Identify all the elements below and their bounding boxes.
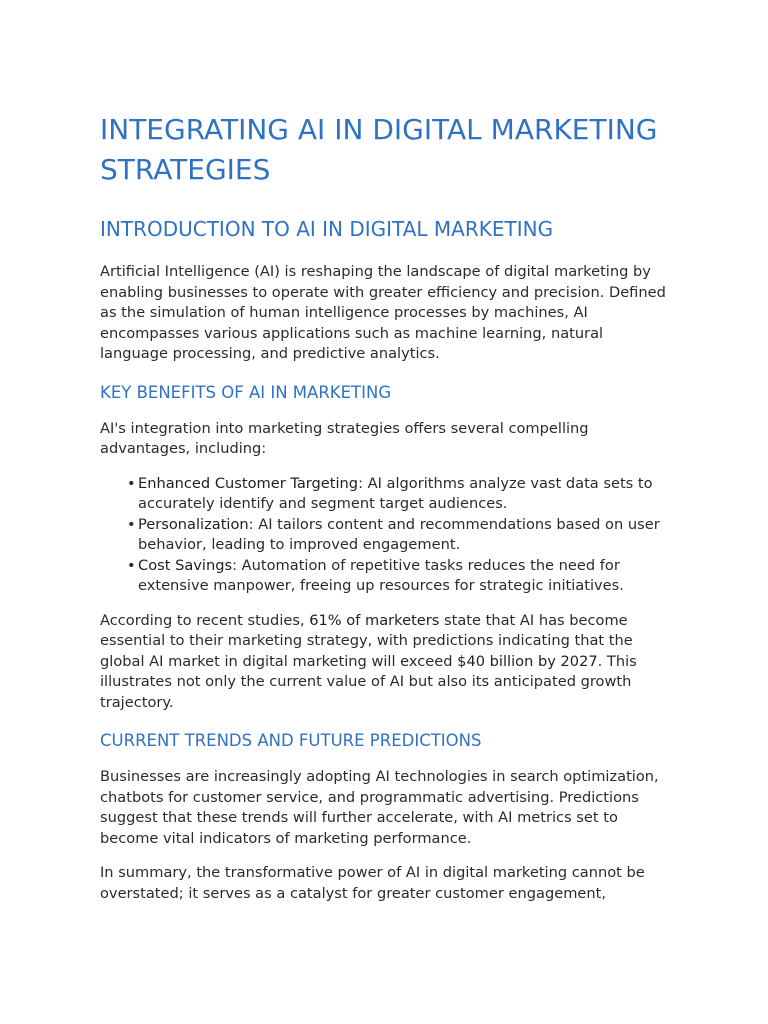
- benefit-term: Cost Savings: [138, 556, 233, 574]
- benefit-description: : Automation of repetitive tasks reduces the need for extensive manpower, freeing up resources for strategic initiatives.: [138, 556, 624, 594]
- benefits-intro-paragraph: AI's integration into marketing strategies offers several compelling advantages, including:: [100, 419, 589, 457]
- summary-paragraph: In summary, the transformative power of AI in digital marketing cannot be overstated; it serves as a catalyst for greater customer engagement,: [100, 864, 645, 902]
- benefit-term: Personalization: [138, 515, 249, 533]
- stats-text: According to recent studies,: [100, 611, 310, 629]
- section-heading-key-benefits: KEY BENEFITS OF AI IN MARKETING: [100, 382, 392, 402]
- benefit-description: : AI tailors content and recommendations based on user behavior, leading to improved engagement.: [138, 515, 660, 553]
- benefit-term: Enhanced Customer Targeting: [138, 474, 359, 492]
- benefits-list: [100, 474, 668, 597]
- stats-text: state that AI has become essential to their marketing strategy, with predictions indicating that the global AI market in digital marketing will exceed: [100, 611, 633, 670]
- stats-highlight-market-size: $40 billion by 2027: [457, 652, 598, 670]
- section-heading-introduction: INTRODUCTION TO AI IN DIGITAL MARKETING: [100, 217, 554, 241]
- list-item: [138, 556, 668, 597]
- section-heading-trends: CURRENT TRENDS AND FUTURE PREDICTIONS: [100, 731, 482, 750]
- trends-paragraph: Businesses are increasingly adopting AI technologies in search optimization, chatbots for customer service, and programmatic advertising. Predictions suggest that these trends will further accelerate, with AI metrics set to become vital indicators of marketing performance.: [100, 768, 659, 847]
- intro-paragraph: Artificial Intelligence (AI) is reshaping the landscape of digital marketing by enabling businesses to operate with greater efficiency and precision. Defined as the simulation of human intelligence processes by machines, AI encompasses various applications such as machine learning, natural language processing, and predictive analytics.: [100, 263, 666, 362]
- list-item: [138, 515, 668, 556]
- statistics-paragraph: [100, 611, 668, 714]
- benefit-description: : AI algorithms analyze vast data sets to accurately identify and segment target audiences.: [138, 474, 653, 512]
- list-item: [138, 474, 668, 515]
- stats-text: . This illustrates not only the current value of AI but also its anticipated growth trajectory.: [100, 652, 637, 711]
- document-title: INTEGRATING AI IN DIGITAL MARKETING STRATEGIES: [100, 113, 658, 186]
- stats-highlight-marketers: 61% of marketers: [309, 611, 440, 629]
